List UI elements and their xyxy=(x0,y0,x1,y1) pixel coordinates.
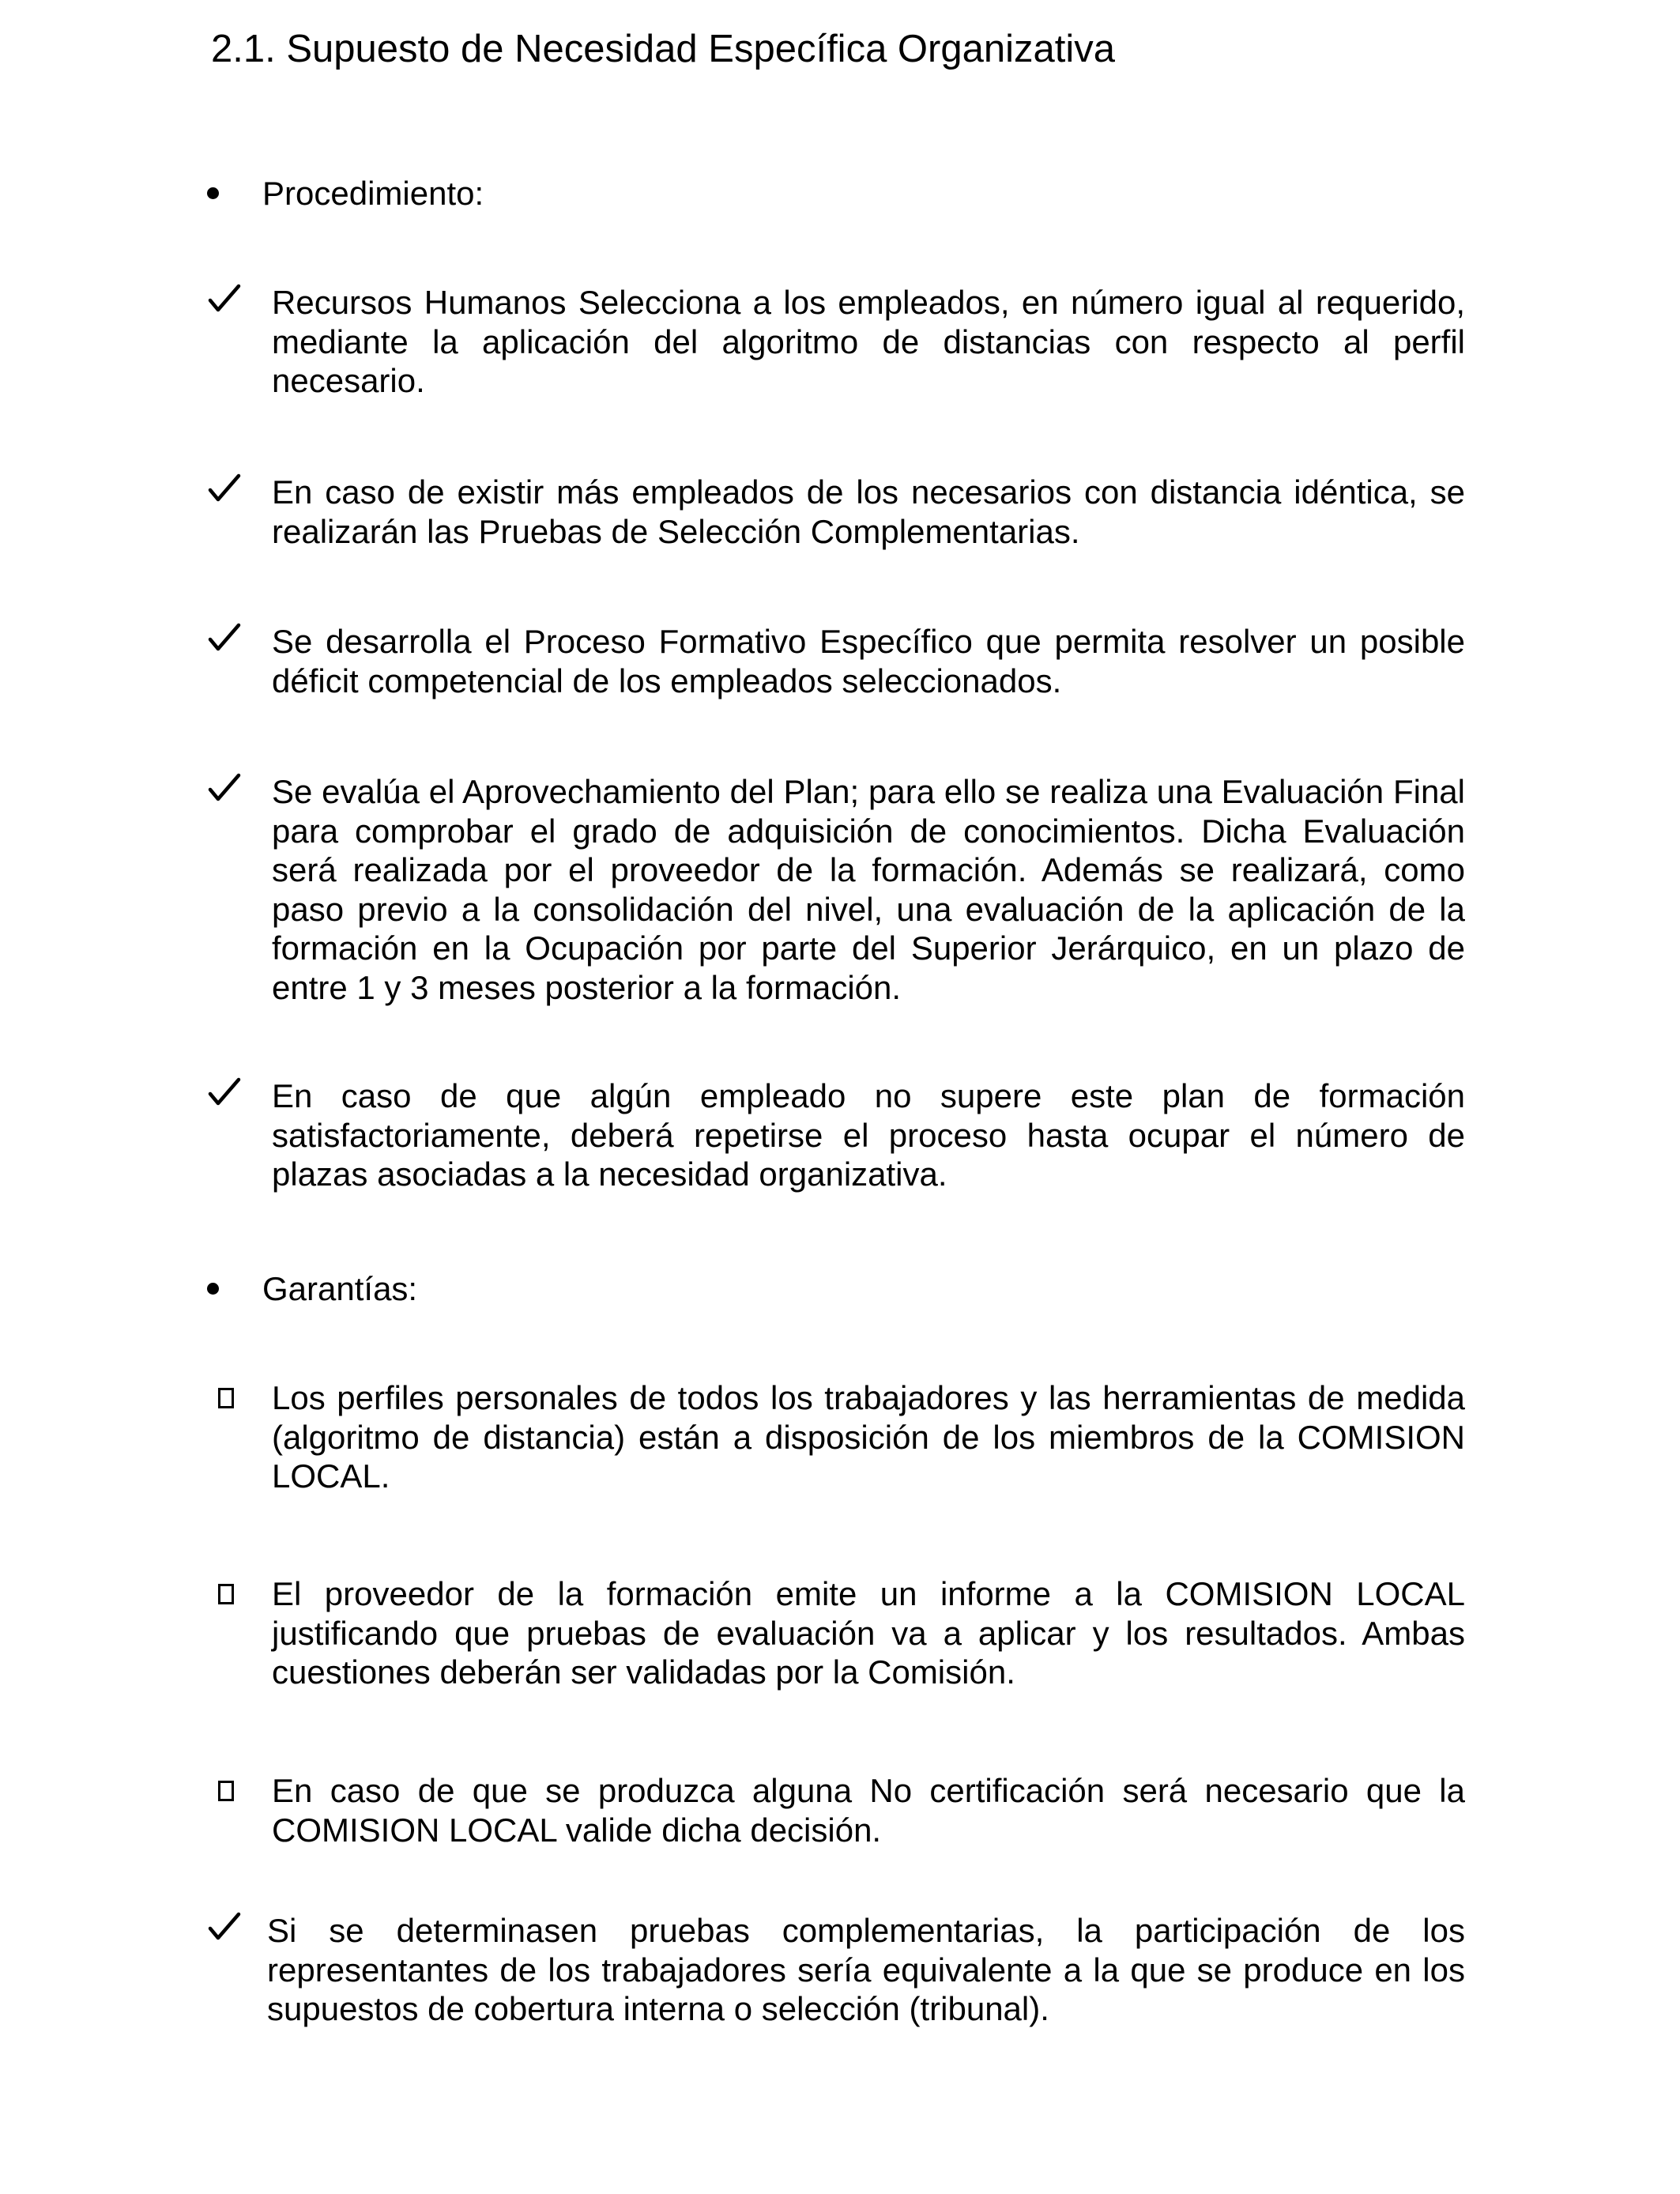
check-icon xyxy=(207,473,254,512)
list-item xyxy=(207,473,1465,551)
check-icon xyxy=(207,1911,254,1951)
page-title: 2.1. Supuesto de Necesidad Específica Organizativa xyxy=(211,28,1116,70)
list-item-text: En caso de que algún empleado no supere este plan de formación satisfactoriamente, deberá repetirse el proceso hasta ocupar el número de plazas asociadas a la necesidad organizativa. xyxy=(272,1077,1465,1193)
section-heading-label: Procedimiento: xyxy=(262,175,484,212)
bullet-dot-icon xyxy=(207,1283,219,1295)
list-item-text: Se desarrolla el Proceso Formativo Específico que permita resolver un posible déficit competencial de los empleados seleccionados. xyxy=(272,623,1465,699)
section-heading-label: Garantías: xyxy=(262,1270,418,1307)
check-icon xyxy=(207,283,254,322)
box-icon xyxy=(207,1771,254,1811)
list-item xyxy=(207,283,1465,401)
check-icon xyxy=(207,622,254,662)
list-item xyxy=(207,1771,1465,1849)
list-item xyxy=(207,1911,1465,2029)
list-item xyxy=(207,1574,1465,1692)
check-icon xyxy=(207,772,254,812)
list-item-text: En caso de que se produzca alguna No certificación será necesario que la COMISION LOCAL valide dicha decisión. xyxy=(272,1772,1465,1849)
list-item-text: Recursos Humanos Selecciona a los empleados, en número igual al requerido, mediante la aplicación del algoritmo de distancias con respecto al perfil necesario. xyxy=(272,284,1465,399)
box-icon xyxy=(207,1378,254,1418)
list-item xyxy=(207,1378,1465,1496)
list-item-text: Los perfiles personales de todos los trabajadores y las herramientas de medida (algoritmo de distancia) están a disposición de los miembros de la COMISION LOCAL. xyxy=(272,1379,1465,1495)
list-item xyxy=(207,1076,1465,1194)
list-item xyxy=(207,772,1465,1007)
box-icon xyxy=(207,1574,254,1614)
list-item xyxy=(207,622,1465,700)
list-item-text: Se evalúa el Aprovechamiento del Plan; para ello se realiza una Evaluación Final para comprobar el grado de adquisición de conocimientos. Dicha Evaluación será realizada por el proveedor de la formación. Además se realizará, como paso previo a la consolidación del nivel, una evaluación de la aplicación de la formación en la Ocupación por parte del Superior Jerárquico, en un plazo de entre 1 y 3 meses posterior a la formación. xyxy=(272,773,1465,1006)
list-item-text: El proveedor de la formación emite un informe a la COMISION LOCAL justificando que pruebas de evaluación va a aplicar y los resultados. Ambas cuestiones deberán ser validadas por la Comisión. xyxy=(272,1575,1465,1691)
list-item-text: Si se determinasen pruebas complementarias, la participación de los representantes de los trabajadores sería equivalente a la que se produce en los supuestos de cobertura interna o selección (tribunal). xyxy=(267,1912,1465,2027)
bullet-dot-icon xyxy=(207,187,219,199)
list-item-text: En caso de existir más empleados de los necesarios con distancia idéntica, se realizarán las Pruebas de Selección Complementarias. xyxy=(272,473,1465,550)
check-icon xyxy=(207,1076,254,1116)
